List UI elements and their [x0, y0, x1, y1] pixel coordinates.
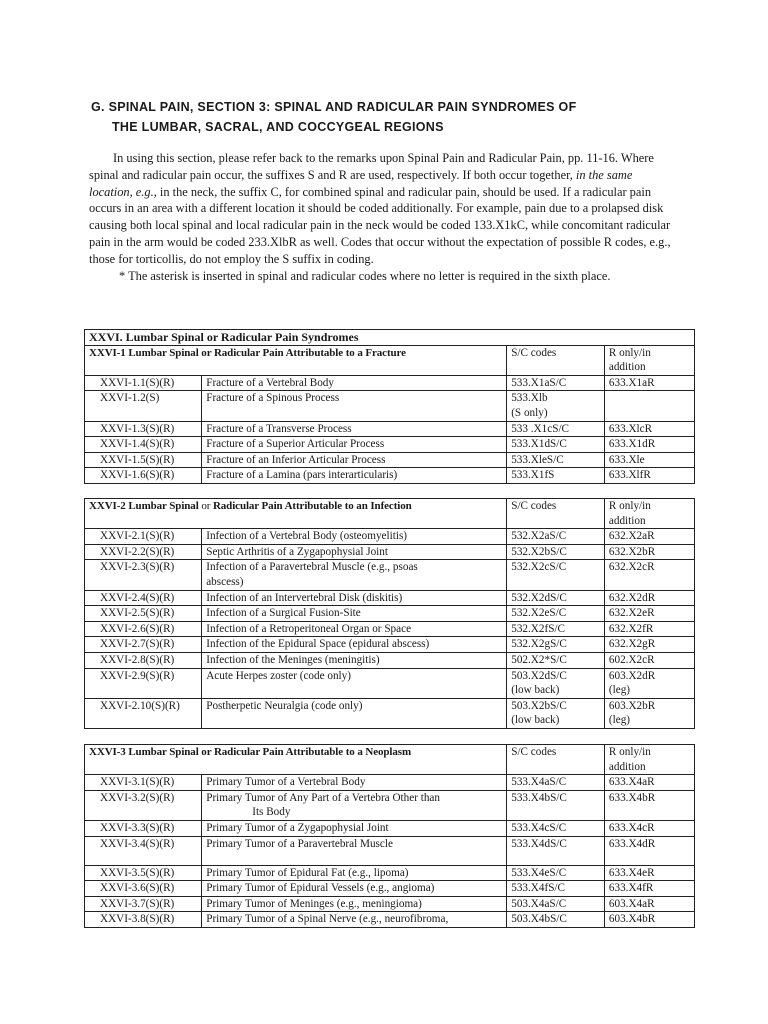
- row-sc-code: 533.X4eS/C: [507, 865, 605, 881]
- row-description: Primary Tumor of Any Part of a Vertebra Other than Its Body: [202, 790, 507, 820]
- row-r-code: 632.X2fR: [604, 621, 694, 637]
- row-code: XXVI-3.1(S)(R): [85, 775, 202, 791]
- row-code: XXVI-2.3(S)(R): [85, 560, 202, 590]
- row-r-code: 602.X2cR: [604, 652, 694, 668]
- row-r-code: 632.X2dR: [604, 590, 694, 606]
- table-row: [85, 606, 695, 622]
- row-code: XXVI-1.6(S)(R): [85, 468, 202, 484]
- row-code: XXVI-1.5(S)(R): [85, 452, 202, 468]
- row-r-code: 633.XlcR: [604, 421, 694, 437]
- table-row: [85, 437, 695, 453]
- table-row: [85, 790, 695, 820]
- row-code: XXVI-2.8(S)(R): [85, 652, 202, 668]
- header-r-only: R only/in addition: [604, 745, 694, 775]
- row-description: Primary Tumor of a Zygapophysial Joint: [202, 820, 507, 836]
- table-row: [85, 881, 695, 897]
- row-r-code: 633.Xle: [604, 452, 694, 468]
- row-r-code: 632.X2cR: [604, 560, 694, 590]
- row-sc-code: 532.X2bS/C: [507, 544, 605, 560]
- row-description: Primary Tumor of a Paravertebral Muscle: [202, 836, 507, 865]
- row-description: Infection of a Surgical Fusion-Site: [202, 606, 507, 622]
- heading-line-2: THE LUMBAR, SACRAL, AND COCCYGEAL REGIONS: [112, 120, 444, 134]
- row-code: XXVI-1.1(S)(R): [85, 375, 202, 391]
- table-row: [85, 896, 695, 912]
- row-code: XXVI-1.3(S)(R): [85, 421, 202, 437]
- row-code: XXVI-2.5(S)(R): [85, 606, 202, 622]
- row-description: Primary Tumor of a Vertebral Body: [202, 775, 507, 791]
- section-title: XXVI-3 Lumbar Spinal or Radicular Pain Attributable to a Neoplasm: [85, 745, 507, 775]
- row-code: XXVI-2.1(S)(R): [85, 529, 202, 545]
- row-r-code: 633.X4aR: [604, 775, 694, 791]
- table-row: [85, 421, 695, 437]
- row-code: XXVI-1.4(S)(R): [85, 437, 202, 453]
- row-description: Acute Herpes zoster (code only): [202, 668, 507, 698]
- row-sc-code: 533.XleS/C: [507, 452, 605, 468]
- row-sc-code: 533.X4cS/C: [507, 820, 605, 836]
- table-row: [85, 529, 695, 545]
- row-sc-code: 533.X1dS/C: [507, 437, 605, 453]
- row-r-code: 633.X1dR: [604, 437, 694, 453]
- header-sc-codes: S/C codes: [507, 345, 605, 375]
- row-sc-code: 533.X4fS/C: [507, 881, 605, 897]
- row-code: XXVI-2.4(S)(R): [85, 590, 202, 606]
- row-code: XXVI-3.4(S)(R): [85, 836, 202, 865]
- table-row: [85, 698, 695, 728]
- section-title: XXVI-2 Lumbar Spinal or Radicular Pain Attributable to an Infection: [85, 499, 507, 529]
- table-row: [85, 560, 695, 590]
- row-code: XXVI-2.6(S)(R): [85, 621, 202, 637]
- row-code: XXVI-3.3(S)(R): [85, 820, 202, 836]
- row-code: XXVI-3.7(S)(R): [85, 896, 202, 912]
- section-heading: [91, 97, 711, 137]
- row-r-code: 633.X4eR: [604, 865, 694, 881]
- table-row: [85, 468, 695, 484]
- row-sc-code: 532.X2cS/C: [507, 560, 605, 590]
- section-title: XXVI-1 Lumbar Spinal or Radicular Pain Attributable to a Fracture: [85, 345, 507, 375]
- row-code: XXVI-3.8(S)(R): [85, 912, 202, 928]
- table-row: [85, 375, 695, 391]
- row-r-code: 633.X4dR: [604, 836, 694, 865]
- row-r-code: 632.X2eR: [604, 606, 694, 622]
- row-sc-code: 533 .X1cS/C: [507, 421, 605, 437]
- row-description: Fracture of a Superior Articular Process: [202, 437, 507, 453]
- table-row: [85, 391, 695, 421]
- table-row: [85, 836, 695, 865]
- table-row: [85, 544, 695, 560]
- row-sc-code: 503.X4bS/C: [507, 912, 605, 928]
- row-description: Infection of a Retroperitoneal Organ or Space: [202, 621, 507, 637]
- row-description: Infection of a Vertebral Body (osteomyelitis): [202, 529, 507, 545]
- table-title: XXVI. Lumbar Spinal or Radicular Pain Syndromes: [85, 330, 695, 346]
- row-code: XXVI-3.5(S)(R): [85, 865, 202, 881]
- header-r-only: R only/in addition: [604, 499, 694, 529]
- row-description: Fracture of a Spinous Process: [202, 391, 507, 421]
- row-sc-code: 533.Xlb (S only): [507, 391, 605, 421]
- header-sc-codes: S/C codes: [507, 499, 605, 529]
- table-row: [85, 912, 695, 928]
- row-sc-code: 533.X1fS: [507, 468, 605, 484]
- row-description: Fracture of an Inferior Articular Process: [202, 452, 507, 468]
- row-r-code: 603.X4aR: [604, 896, 694, 912]
- row-description: Fracture of a Transverse Process: [202, 421, 507, 437]
- row-r-code: 603.X2dR (leg): [604, 668, 694, 698]
- table-title-row: [85, 330, 695, 346]
- row-r-code: 603.X4bR: [604, 912, 694, 928]
- row-sc-code: 532.X2dS/C: [507, 590, 605, 606]
- row-description: Primary Tumor of Epidural Fat (e.g., lipoma): [202, 865, 507, 881]
- row-sc-code: 533.X4dS/C: [507, 836, 605, 865]
- row-r-code: 632.X2bR: [604, 544, 694, 560]
- row-description: Septic Arthritis of a Zygapophysial Joint: [202, 544, 507, 560]
- row-sc-code: 533.X1aS/C: [507, 375, 605, 391]
- table-header-row: [85, 345, 695, 375]
- table-row: [85, 637, 695, 653]
- row-r-code: 603.X2bR (leg): [604, 698, 694, 728]
- table-row: [85, 668, 695, 698]
- table-row: [85, 820, 695, 836]
- intro-paragraph-2: * The asterisk is inserted in spinal and radicular codes where no letter is required in the sixth place.: [119, 268, 611, 283]
- table-header-row: [85, 745, 695, 775]
- table-row: [85, 652, 695, 668]
- row-sc-code: 533.X4bS/C: [507, 790, 605, 820]
- table-row: [85, 452, 695, 468]
- row-description: Infection of the Epidural Space (epidural abscess): [202, 637, 507, 653]
- row-code: XXVI-1.2(S): [85, 391, 202, 421]
- row-sc-code: 533.X4aS/C: [507, 775, 605, 791]
- neoplasm-table: [84, 744, 695, 928]
- row-description: Infection of the Meninges (meningitis): [202, 652, 507, 668]
- header-sc-codes: S/C codes: [507, 745, 605, 775]
- row-description: Fracture of a Vertebral Body: [202, 375, 507, 391]
- row-code: XXVI-2.7(S)(R): [85, 637, 202, 653]
- table-header-row: [85, 499, 695, 529]
- table-row: [85, 621, 695, 637]
- row-sc-code: 532.X2gS/C: [507, 637, 605, 653]
- intro-paragraph-1: In using this section, please refer back to the remarks upon Spinal Pain and Radicular Pain, pp. 11-16. Where spinal and radicular pain occur, the suffixes S and R are used, respectively. If both occur together, in the same location, e.g., in the neck, the suffix C, for combined spinal and radicular pain, should be used. If a radicular pain occurs in an area with a different location it should be coded additionally. For example, pain due to a prolapsed disk causing both local spinal and local radicular pain in the neck would be coded 133.X1kC, while concomitant radicular pain in the arm would be coded 233.XlbR as well. Codes that occur without the expectation of possible R codes, e.g., those for torticollis, do not employ the S suffix in coding.: [89, 151, 671, 266]
- header-r-only: R only/in addition: [604, 345, 694, 375]
- row-description: Infection of a Paravertebral Muscle (e.g., psoas abscess): [202, 560, 507, 590]
- row-r-code: 633.X4cR: [604, 820, 694, 836]
- row-description: Primary Tumor of Epidural Vessels (e.g., angioma): [202, 881, 507, 897]
- row-code: XXVI-3.2(S)(R): [85, 790, 202, 820]
- row-sc-code: 532.X2eS/C: [507, 606, 605, 622]
- row-r-code: 633.X1aR: [604, 375, 694, 391]
- row-description: Primary Tumor of Meninges (e.g., meningioma): [202, 896, 507, 912]
- row-code: XXVI-2.10(S)(R): [85, 698, 202, 728]
- row-r-code: [604, 391, 694, 421]
- row-r-code: 633.X4bR: [604, 790, 694, 820]
- table-row: [85, 775, 695, 791]
- infection-table: [84, 498, 695, 729]
- row-code: XXVI-2.9(S)(R): [85, 668, 202, 698]
- row-description: Primary Tumor of a Spinal Nerve (e.g., neurofibroma,: [202, 912, 507, 928]
- row-description: Infection of an Intervertebral Disk (diskitis): [202, 590, 507, 606]
- row-r-code: 632.X2gR: [604, 637, 694, 653]
- row-r-code: 633.XlfR: [604, 468, 694, 484]
- row-r-code: 633.X4fR: [604, 881, 694, 897]
- row-sc-code: 532.X2aS/C: [507, 529, 605, 545]
- row-code: XXVI-2.2(S)(R): [85, 544, 202, 560]
- row-sc-code: 502.X2*S/C: [507, 652, 605, 668]
- row-code: XXVI-3.6(S)(R): [85, 881, 202, 897]
- row-sc-code: 503.X2dS/C (low back): [507, 668, 605, 698]
- row-r-code: 632.X2aR: [604, 529, 694, 545]
- heading-line-1: G. SPINAL PAIN, SECTION 3: SPINAL AND RADICULAR PAIN SYNDROMES OF: [91, 100, 577, 114]
- row-sc-code: 532.X2fS/C: [507, 621, 605, 637]
- table-row: [85, 865, 695, 881]
- row-sc-code: 503.X4aS/C: [507, 896, 605, 912]
- row-description: Postherpetic Neuralgia (code only): [202, 698, 507, 728]
- row-sc-code: 503.X2bS/C (low back): [507, 698, 605, 728]
- intro-text: [89, 150, 679, 284]
- row-description: Fracture of a Lamina (pars interarticularis): [202, 468, 507, 484]
- table-row: [85, 590, 695, 606]
- fracture-table: [84, 329, 695, 484]
